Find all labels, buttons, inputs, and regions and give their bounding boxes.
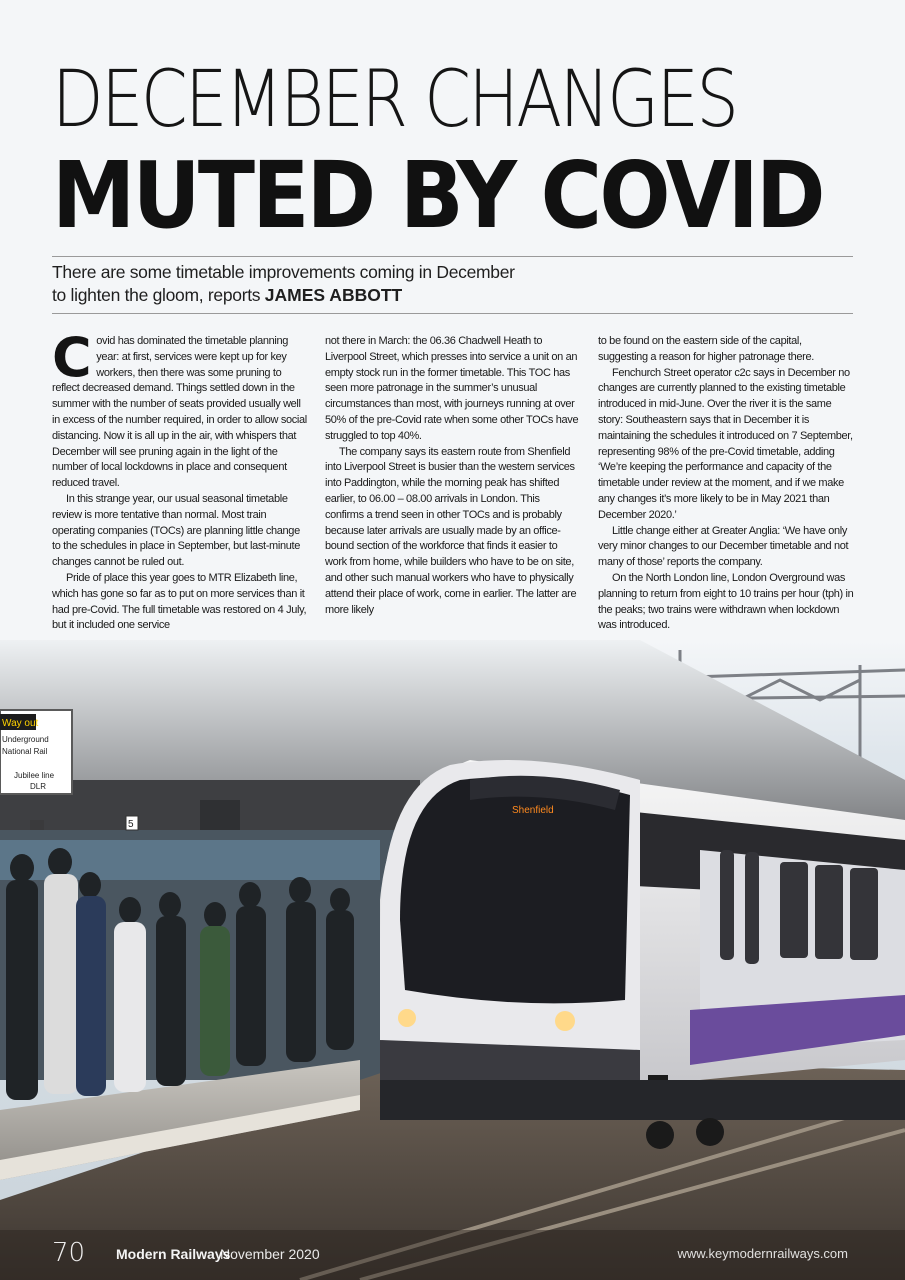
paragraph: In this strange year, our usual seasonal timetable review is more tentative than normal. Most train operating companies (TOCs) are planning little change to the schedules in place in September, but last-minute changes cannot be ruled out. [52, 492, 300, 569]
train-photo [0, 640, 905, 1280]
paragraph: not there in March: the 06.36 Chadwell Heath to Liverpool Street, which presses into service a unit on an empty stock run in the former timetable. This TOC has seen more patronage in the summer’s unusual circumstances than most, with journeys running at over 50% of the pre-Covid rate when some other TOCs have struggled to top 40%. [325, 335, 579, 442]
sign-line: Jubilee line [14, 771, 55, 780]
sign-line: National Rail [2, 747, 48, 756]
drop-cap: C [52, 326, 92, 389]
byline [52, 284, 612, 307]
author-name: JAMES ABBOTT [264, 285, 403, 305]
page-number: 70 [52, 1238, 86, 1268]
destination-display: Shenfield [512, 805, 554, 816]
paragraph: to be found on the eastern side of the capital, suggesting a reason for higher patronage there. [598, 335, 814, 363]
sign-line: Underground [2, 735, 49, 744]
paragraph: Pride of place this year goes to MTR Elizabeth line, which has gone so far as to put on more services than it had pre-Covid. The full timetable was restored on 4 July, but it included one service [52, 571, 307, 632]
platform-number: 5 [128, 819, 134, 830]
paragraph: The company says its eastern route from Shenfield into Liverpool Street is busier than the western services into Paddington, while the morning peak has shifted earlier, to 06.00 – 08.00 arrivals in London. This confirms a trend seen in other TOCs and is probably because later arrivals are usually made by an office-bound section of the workforce that finds it easier to work from home, while builders who have to be on site, and other such manual workers who have to physically attend their place of work, come in earlier. The latter are more likely [325, 445, 577, 616]
paragraph: On the North London line, London Overground was planning to return from eight to 10 trains per hour (tph) in the peaks; two trains were withdrawn when lockdown was introduced. [598, 571, 854, 632]
body-column-3 [598, 334, 854, 634]
paragraph: Covid has dominated the timetable planning year: at first, services were kept up for key workers, then there was some pruning to reflect decreased demand. Things settled down in the summer with the number of seats provided usually well in excess of the number required, in order to allow social distancing. Now it is all up in the air, with whispers that December will see pruning again in the light of the number of local lockdowns in place and consequent reduced travel. [52, 326, 307, 490]
rule-bottom [52, 313, 853, 314]
rule-top [52, 256, 853, 257]
page-footer [0, 1236, 905, 1272]
elizabeth-line-train [380, 760, 905, 1149]
body-column-2 [325, 334, 581, 618]
issue-date: November 2020 [220, 1246, 320, 1262]
sign-heading: Way out [2, 718, 39, 729]
paragraph: Little change either at Greater Anglia: ‘We have only very minor changes to our December timetable and not many of those’ reports the company. [598, 524, 849, 569]
standfirst-line-1: There are some timetable improvements coming in December [52, 262, 515, 282]
wayfinding-sign [0, 710, 72, 794]
body-column-1 [52, 326, 308, 634]
standfirst-line-2: to lighten the gloom, reports [52, 285, 261, 305]
paragraph: Fenchurch Street operator c2c says in December no changes are currently planned to the existing timetable introduced in mid-June. Over the river it is the same story: Southeastern says that in December it is maintaining the schedules it introduced on 7 September, representing 98% of the pre-Covid timetable, adding ‘We’re keeping the performance and capacity of the timetable under review at the moment, and if we make any changes it’s more likely to be in May 2021 than December 2020.’ [598, 366, 853, 521]
headline-line-1: DECEMBER CHANGES [52, 55, 737, 145]
standfirst [52, 261, 612, 307]
sign-line: DLR [30, 782, 47, 791]
website-url[interactable]: www.keymodernrailways.com [677, 1246, 848, 1261]
headline-line-2: MUTED BY COVID [52, 142, 823, 249]
magazine-name: Modern Railways [116, 1246, 231, 1262]
